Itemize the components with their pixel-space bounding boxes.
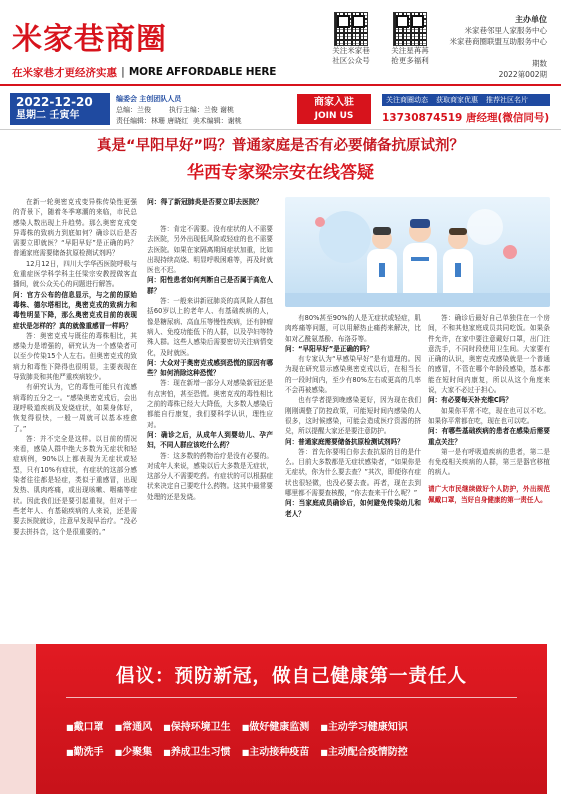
qr-caption: 关注米家巷 社区公众号 (332, 46, 370, 65)
banner-side-strip (0, 644, 36, 794)
tagline-cn: 在米家巷才更经济实惠 (12, 66, 117, 79)
sponsor-1: 米家巷邻里人家服务中心 (464, 26, 547, 35)
closing-message: 请广大市民继续做好个人防护，外出规范佩戴口罩，当好自身健康的第一责任人。 (428, 484, 550, 505)
qr-caption: 关注星苒苒 抢更多福利 (391, 46, 429, 65)
contact-phone[interactable]: 13730874519 唐经理(微信同号) (382, 112, 550, 124)
date-block (10, 93, 110, 125)
banner-headline: 倡议：预防新冠，做自己健康第一责任人 (115, 666, 467, 687)
sponsor-2: 米家巷商圈联盟互助服务中心 (449, 37, 547, 46)
doctors-illustration (285, 197, 550, 307)
tip-item: ■ 戴口罩 (66, 718, 104, 733)
tip-item: ■ 养成卫生习惯 (163, 743, 231, 758)
health-initiative-banner (36, 644, 547, 794)
tagline (12, 63, 310, 81)
editorial-board: 编委会 主创团队人员 总编：兰俊 执行主编：兰俊 谢桃 责任编辑：林珊 唐晓红 美术编辑：谢桃 (116, 95, 242, 125)
article-column-2: 答：肯定不需要。没有症状的人不需要去医院，另外出现低风险或轻症的也不需要去医院。如果在家隔离期间症状加重，比如出现持续高烧、明显呼吸困难等，再及时就医也不迟。 问：阳性患者如何判断自己是否属于高危人群？ 答：一般来讲新冠肺炎的高风险人群包括60岁以上的老年人、有基础疾病的人，像是糖尿病、高血压等慢性疾病，还有肿瘤病人、免疫功能低下的人群，以及孕妇等特殊人群。这些人感染后需要密切关注病情变化，及时就医。 问：大众对于奥密克戎感到恐慌的原因有哪些？如何消除这种恐慌？ 答：现在新增一部分人对感染新冠还是有点害怕，甚至恐慌。奥密克戎的毒性相比之前的毒株已经大大降低，大多数人感染后都能自行康复，我们要科学认识，理性应对。 问：确诊之后，从成年人到婴幼儿、孕产妇，不同人群应该吃什么药？ 答：这多数的药物治疗是没有必要的。对成年人来说，感染以后大多数是无症状，这部分人不需要吃药。有症状的可以根据症状来决定自己要吃什么药物。这其中最常要处理的还是发烧。 (147, 225, 273, 501)
article-column-1: 在新一轮奥密克戎变异株传染性更强的背景下，随着冬季寒潮的来临，市民总感染人数出现上升趋势。那么奥密克戎变异毒株的致病力到底如何？确诊以后是否需要立即就医？“早阳早好”是正确的吗？普通家庭需要储备抗原检测试剂吗？ 12月12日，四川大学华西医院呼吸与危重症医学科学科主任梁宗安教授做客直播间，就公众关心的问题进行解答。 问：官方公布的信息显示，与之前的原始毒株、德尔塔相比，奥密克戎的致病力和毒性明显下降，那么奥密克戎目前的表现症状是怎样的？真的就像重感冒一样吗？ 答：奥密克戎与既往的毒株相比，其感染力是增强的，研究认为一个感染者可以至少传染15个人左右。但奥密克戎的致病力和毒性下降得也很明显，主要表现在导致肺炎和其他严重疾病较少。 有研究认为，它的毒性可能只有流感病毒的五分之一。“感染奥密克戎后，会出现呼吸道疾病及发烧症状，如果身体好，恢复得很快，一般一周就可以基本痊愈了。” 答：并不完全是这样。以目前的情况来看，感染人群中绝大多数为无症状和轻症病例，90%以上都表现为无症状或轻型，只有10%有症状，有症状的这部分感染者往往都是轻症，类似于重感冒，出现发热、肌肉疼痛，或出现咳嗽、咽痛等症状。因此我们还是要引起重视，但对于一些老年人、有基础疾病的人来说，还是需要去医院就诊，注意早发现早治疗。“没必要去拼抖音，这个是很重要的。” (13, 198, 137, 536)
article-subtitle: 华西专家梁宗安在线答疑 (187, 163, 374, 183)
tip-item: ■ 做好健康监测 (242, 718, 310, 733)
follow-item: 推荐社区名片 (486, 96, 528, 104)
tip-item: ■ 主动配合疫情防控 (320, 743, 408, 758)
sponsor-info (450, 14, 548, 47)
tip-item: ■ 常通风 (115, 718, 153, 733)
qr-code-icon[interactable] (393, 12, 427, 46)
tagline-separator: | (121, 66, 125, 78)
issue-number: 2022第002期 (498, 70, 547, 79)
tip-item: ■ 保持环境卫生 (163, 718, 231, 733)
tip-item: ■ 主动接种疫苗 (242, 743, 310, 758)
tagline-en: MORE AFFORDABLE HERE (128, 66, 277, 78)
follow-item: 获取商家优惠 (436, 96, 478, 104)
masthead-logo: 米家巷商圈 (12, 22, 167, 57)
medical-team-icon (285, 197, 550, 307)
issue-label: 期数 (532, 59, 547, 68)
header-divider (0, 84, 561, 86)
qr-code-icon[interactable] (334, 12, 368, 46)
follow-bar (382, 94, 550, 106)
sponsor-label: 主办单位 (515, 15, 547, 24)
weekday: 星期二 壬寅年 (16, 110, 80, 121)
article-title: 真是“早阳早好”吗？普通家庭是否有必要储备抗原试剂？ (96, 138, 465, 154)
article-column-4: 答：确诊后最好自己单独住在一个房间，不和其他家庭成员共同吃饭。如果条件允许，在家中要注意戴好口罩，出门注意洗手，不同时段使用卫生间。大家要有正确的认识，奥密克戎感染就是一个普通的感冒，不管在哪个年龄段感染，基本都能在短时间内康复，所以从这个角度来说，大家不必过于担心。 问：有必要每天补充维C吗？ 如果你平常不吃，现在也可以不吃。如果你平常都在吃，现在也可以吃。 问：有哪些基础疾病的患者在感染后需要重点关注？ 第一是有呼吸道疾病的患者，第二是有免疫相关疾病的人群，第三是器官移植的病人。 请广大市民继续做好个人防护，外出规范佩戴口罩，当好自身健康的第一责任人。 (428, 313, 550, 638)
banner-divider (66, 697, 517, 698)
banner-row-1 (66, 718, 408, 733)
qr-block-community[interactable] (321, 12, 381, 66)
tip-item: ■ 勤洗手 (66, 743, 104, 758)
banner-row-2 (66, 743, 408, 758)
info-divider (0, 129, 561, 130)
tip-item: ■ 少聚集 (115, 743, 153, 758)
follow-item: 关注商圈动态 (386, 96, 428, 104)
tip-item: ■ 主动学习健康知识 (320, 718, 408, 733)
date: 2022-12-20 (16, 95, 93, 109)
issue-info (499, 58, 547, 80)
article-column-3: 有80%甚至90%的人是无症状或轻症，肌肉疼痛等问题，可以用解热止痛药来解决，比如对乙酰氨基酚、布洛芬等。 问：“早阳早好”是正确的吗？ 有专家认为“早感染早好”是有道理的。因为现在研究显示感染奥密克戎以后，在相当长的一段时间内，至少有80%左右或更高的几率不会再被感染。 也有学者提到晚感染更好，因为现在我们刚刚调整了防控政策，可能短时间内感染的人很多，这时候感染，可能会造成医疗资源的挤兑，所以提醒大家还是要注意防护。 问：普通家庭需要储备抗原检测试剂吗？ 答：首先你要明白你去查抗原的目的是什么。目前大多数都是无症状感染者，“如果你是无症状，你为什么要去查？”其次，即便你有症状也很轻微，也没必要去查。再者，现在去到哪里都不需要查核酸，“你去查来干什么呢？” 问：当家庭成员确诊后，如何避免传染幼儿和老人？ (285, 314, 421, 518)
column-2-lead: 问：得了新冠肺炎是否要立即去医院？ (147, 198, 263, 206)
qr-block-benefits[interactable] (380, 12, 440, 66)
join-us-button[interactable]: 商家入驻 JOIN US (297, 94, 371, 124)
